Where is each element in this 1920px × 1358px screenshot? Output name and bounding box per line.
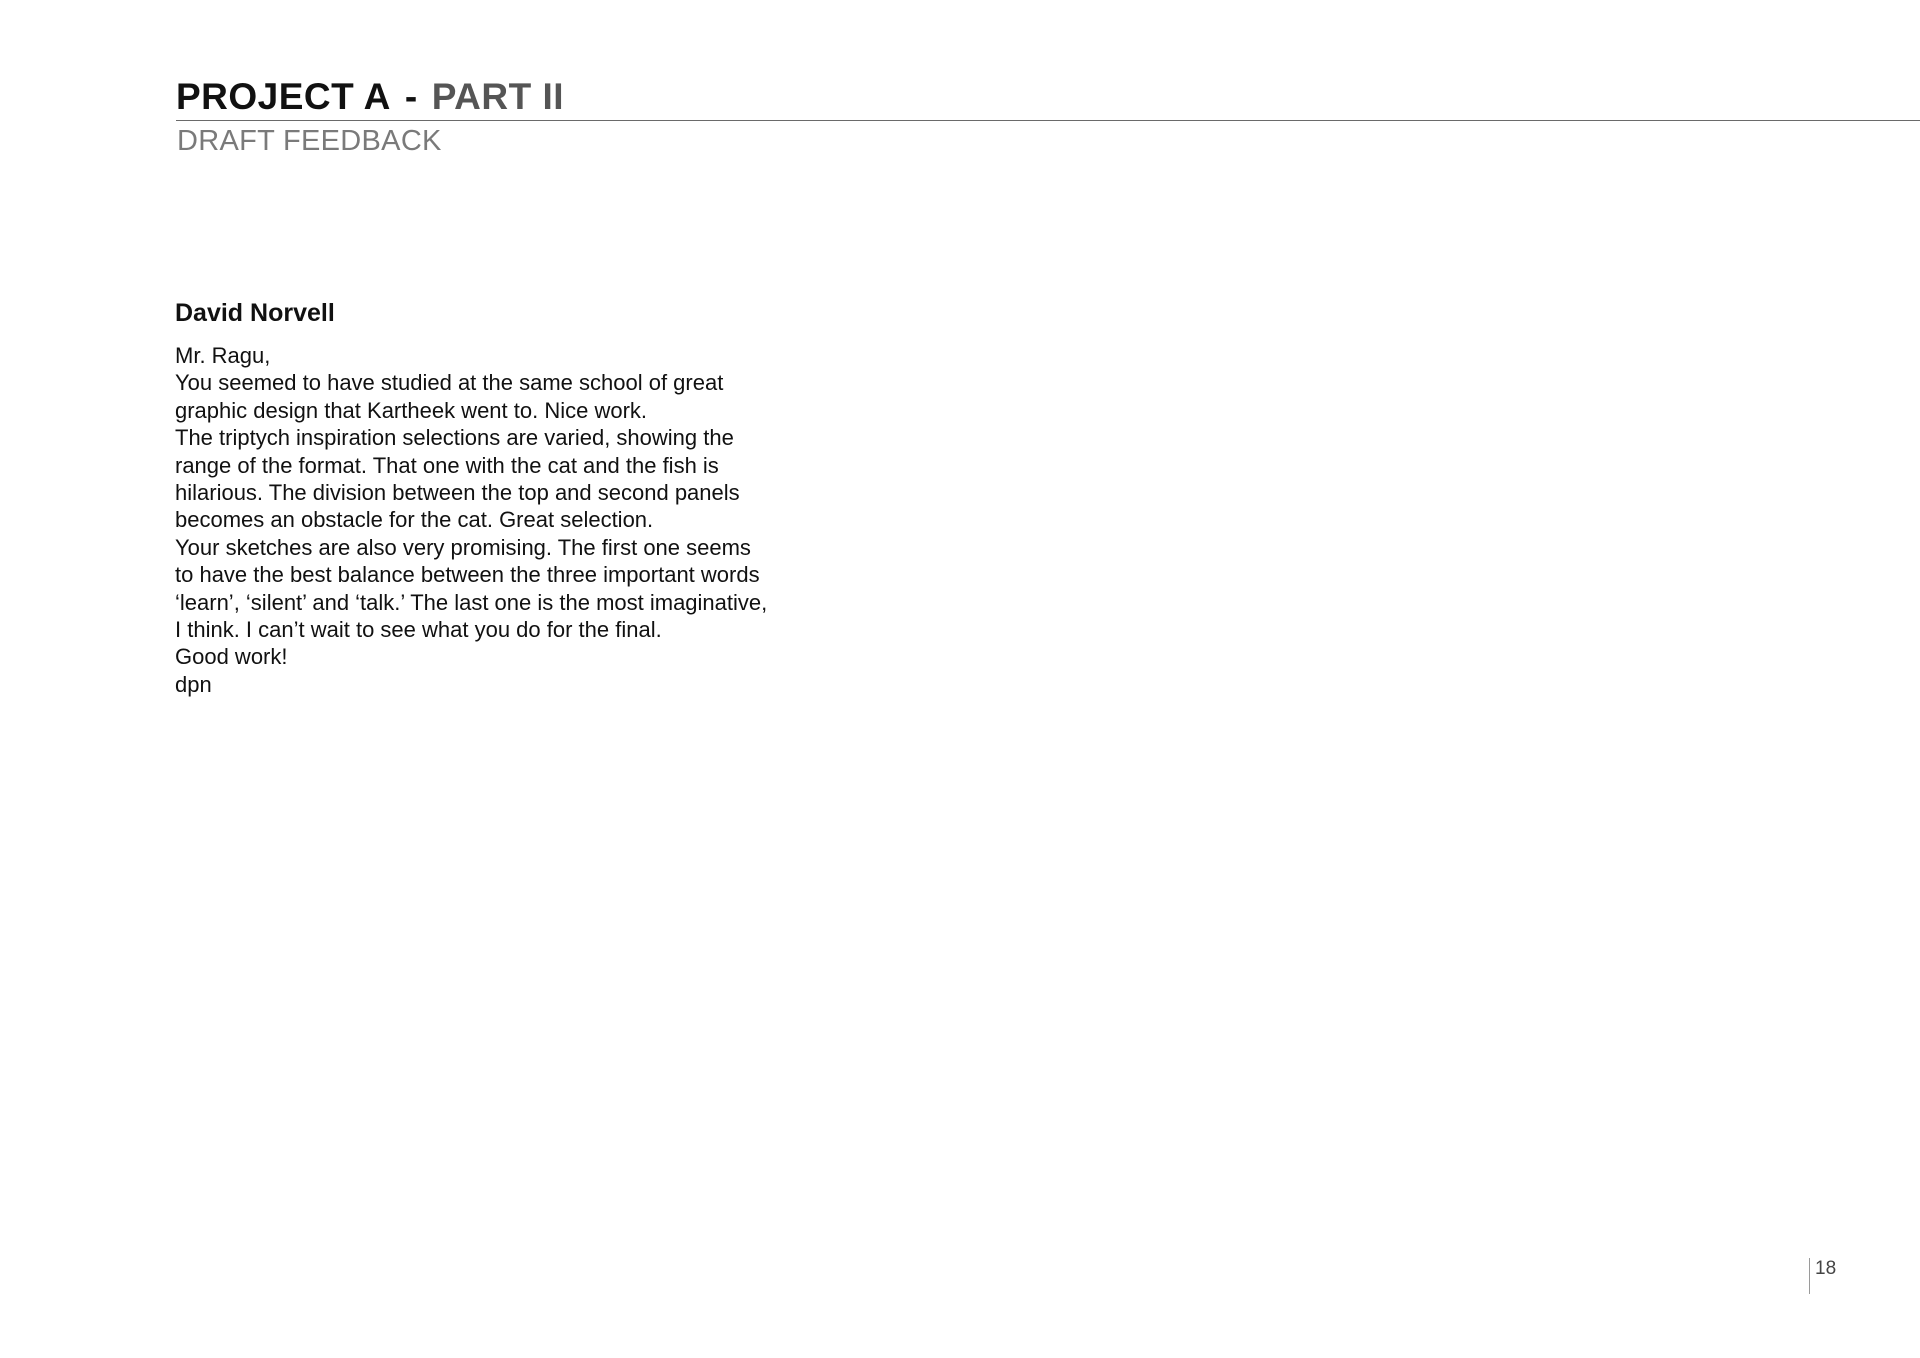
- feedback-author: David Norvell: [175, 299, 335, 327]
- feedback-body: [175, 342, 767, 698]
- feedback-line: Your sketches are also very promising. The first one seems: [175, 534, 751, 560]
- feedback-line: Mr. Ragu,: [175, 343, 271, 368]
- feedback-line: to have the best balance between the three important words: [175, 562, 760, 588]
- feedback-line: becomes an obstacle for the cat. Great selection.: [175, 507, 654, 533]
- project-label: PROJECT A: [176, 76, 391, 117]
- title-separator: -: [404, 76, 418, 117]
- page-number-divider: [1809, 1258, 1810, 1294]
- feedback-line: graphic design that Kartheek went to. Nice work.: [175, 397, 648, 423]
- feedback-line: You seemed to have studied at the same school of great: [175, 370, 724, 396]
- feedback-line: hilarious. The division between the top and second panels: [175, 480, 740, 506]
- part-label: PART II: [431, 76, 565, 117]
- feedback-line: Good work!: [175, 644, 288, 670]
- feedback-line: I think. I can’t wait to see what you do for the final.: [175, 617, 662, 643]
- header-divider: [176, 120, 1920, 121]
- page-subtitle: DRAFT FEEDBACK: [177, 125, 442, 157]
- page-number: 18: [1815, 1258, 1837, 1279]
- feedback-signature: dpn: [175, 671, 212, 697]
- feedback-line: ‘learn’, ‘silent’ and ‘talk.’ The last one is the most imaginative,: [175, 589, 768, 615]
- feedback-line: range of the format. That one with the cat and the fish is: [175, 452, 719, 478]
- feedback-line: The triptych inspiration selections are varied, showing the: [175, 425, 734, 451]
- page-title: [176, 70, 564, 124]
